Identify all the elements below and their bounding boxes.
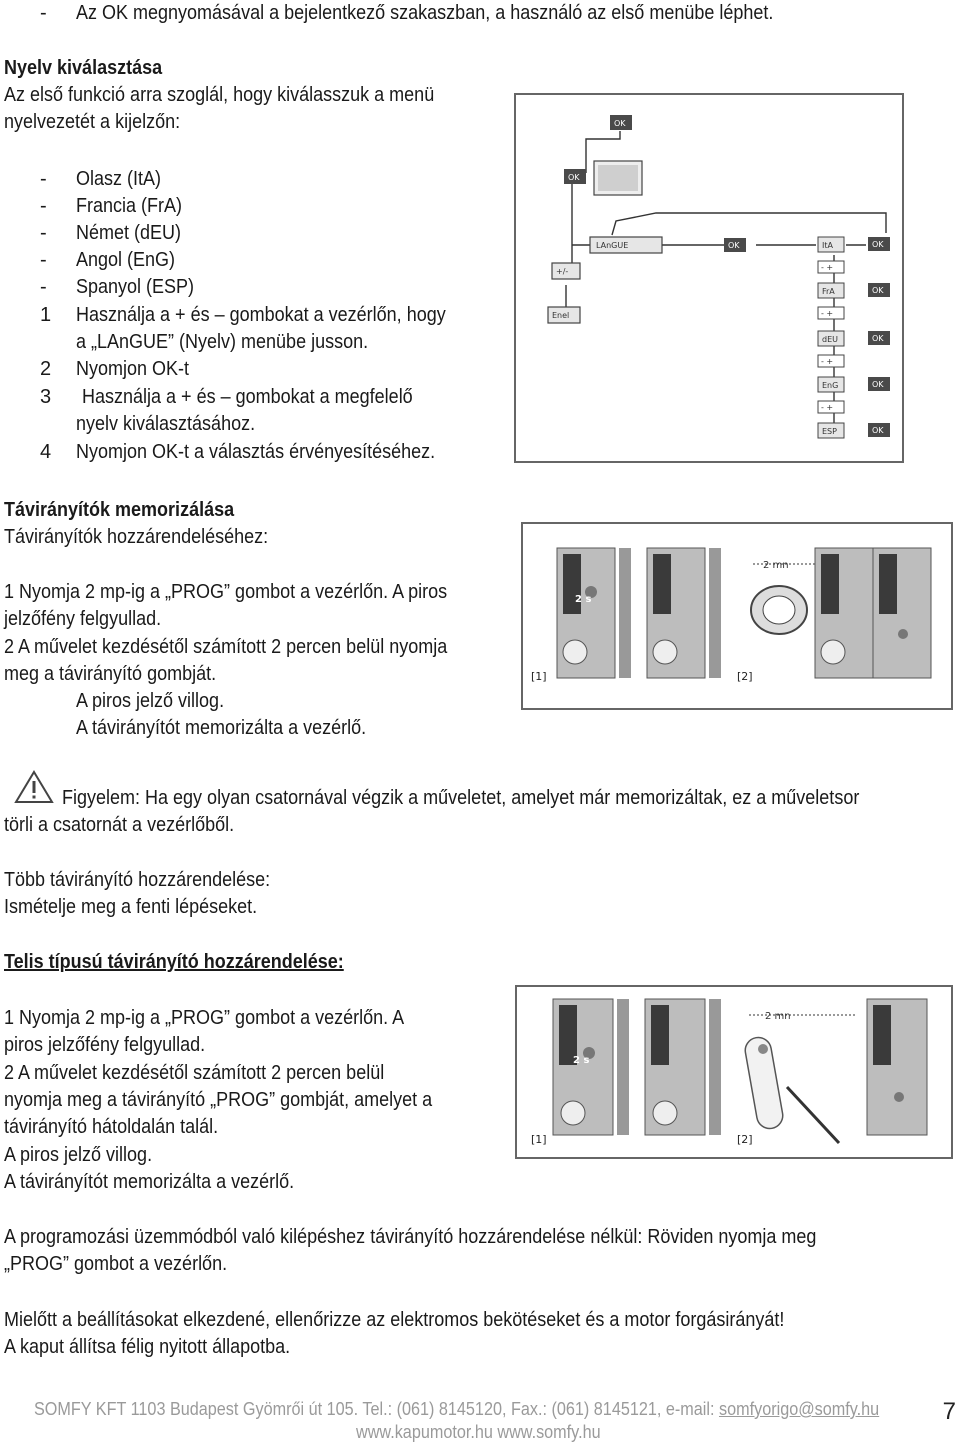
step-tag: [2]	[737, 670, 753, 683]
language-intro-2: nyelvezetét a kijelzőn:	[4, 111, 181, 133]
telis-line: A piros jelző villog.	[4, 1144, 153, 1166]
footer-contact	[34, 1398, 879, 1420]
language-option: Spanyol (ESP)	[76, 276, 195, 298]
ok-label: OK	[872, 380, 884, 389]
bullet-dash: -	[40, 168, 47, 190]
language-intro-1: Az első funkció arra szoglál, hogy kiválasszuk a menü	[4, 84, 435, 106]
exit-line-1: A programozási üzemmódból való kilépéshez távirányító hozzárendelése nélkül: Röviden nyomja meg	[4, 1226, 817, 1248]
bullet-dash: -	[40, 222, 47, 244]
telis-line: A távirányítót memorizálta a vezérlő.	[4, 1171, 295, 1193]
pen-icon	[787, 1087, 839, 1143]
bullet-dash: -	[40, 276, 47, 298]
step-3-text-a: Használja a + és – gombokat a megfelelő	[82, 386, 413, 408]
step-tag: [2]	[737, 1133, 753, 1146]
code-label: EnG	[822, 381, 839, 390]
step-number: 4	[40, 441, 52, 463]
step-number: 1	[40, 304, 52, 326]
before-line-2: A kaput állítsa félig nyitott állapotba.	[4, 1336, 291, 1358]
remote-step-4: A távirányítót memorizálta a vezérlő.	[76, 717, 367, 739]
page-number: 7	[942, 1398, 956, 1425]
bullet-dash: -	[40, 249, 47, 271]
footer-address: SOMFY KFT 1103 Budapest Gyömrői út 105. Tel.: (061) 8145120, Fax.: (061) 8145121, e-mail:	[34, 1399, 719, 1419]
menu-flow-diagram	[516, 95, 902, 461]
telis-line: 1 Nyomja 2 mp-ig a „PROG” gombot a vezérlőn. A	[4, 1007, 405, 1029]
language-option: Olasz (ItA)	[76, 168, 162, 190]
telis-heading: Telis típusú távirányító hozzárendelése:	[4, 951, 344, 973]
controller-board	[557, 548, 631, 678]
telis-line: piros jelzőfény felgyullad.	[4, 1034, 206, 1056]
exit-line-2: „PROG” gombot a vezérlőn.	[4, 1253, 228, 1275]
controller-illustration	[523, 524, 951, 708]
step-number: 2	[40, 358, 52, 380]
telis-illustration	[517, 987, 951, 1157]
step-1-text-a: Használja a + és – gombokat a vezérlőn, hogy	[76, 304, 446, 326]
code-label: FrA	[822, 287, 835, 296]
warning-icon	[14, 770, 54, 804]
telis-line: távirányító hátoldalán talál.	[4, 1116, 219, 1138]
step-tag: [1]	[531, 670, 547, 683]
controller-board	[553, 999, 629, 1135]
code-label: ItA	[822, 241, 833, 250]
step-label: - +	[821, 309, 834, 318]
step-tag: [1]	[531, 1133, 547, 1146]
telis-line: 2 A művelet kezdésétől számított 2 percen belül	[4, 1062, 385, 1084]
remote-step-1a: 1 Nyomja 2 mp-ig a „PROG” gombot a vezérlőn. A piros	[4, 581, 448, 603]
telis-remote-illustration	[743, 1035, 839, 1143]
language-code-list	[818, 237, 890, 438]
remote-heading: Távirányítók memorizálása	[4, 499, 235, 521]
warning-line-1: Figyelem: Ha egy olyan csatornával végzik a műveletet, amelyet már memorizáltak, ez a műveletsor	[62, 787, 860, 809]
controller-board	[647, 548, 721, 678]
controller-board	[645, 999, 721, 1135]
press-duration-label: 2 s	[573, 1055, 590, 1066]
step-label: - +	[821, 357, 834, 366]
remote-step-2b: meg a távirányító gombját.	[4, 663, 217, 685]
remote-control-illustration	[751, 586, 807, 634]
langue-label: LAnGUE	[596, 241, 629, 250]
press-duration-label: 2 s	[575, 594, 592, 605]
remote-memorize-figure	[521, 522, 953, 710]
controller-board	[867, 999, 927, 1135]
telis-memorize-figure	[515, 985, 953, 1159]
ok-label: OK	[872, 240, 884, 249]
step-4-text: Nyomjon OK-t a választás érvényesítéséhez.	[76, 441, 436, 463]
step-2-text: Nyomjon OK-t	[76, 358, 190, 380]
warning-line-2: törli a csatornát a vezérlőből.	[4, 814, 235, 836]
before-line-1: Mielőtt a beállításokat elkezdené, ellenőrizze az elektromos bekötéseket és a motor forgásirányát!	[4, 1309, 785, 1331]
language-option: Angol (EnG)	[76, 249, 176, 271]
bullet-dash: -	[40, 195, 47, 217]
display-content	[598, 165, 638, 191]
remote-step-3: A piros jelző villog.	[76, 690, 225, 712]
step-label: - +	[821, 263, 834, 272]
language-option: Német (dEU)	[76, 222, 182, 244]
multi-remote-line-2: Ismételje meg a fenti lépéseket.	[4, 896, 258, 918]
ok-label: OK	[568, 173, 580, 182]
language-menu-diagram	[514, 93, 904, 463]
entry-label: Enel	[552, 311, 570, 320]
code-label: ESP	[822, 427, 837, 436]
plusminus-label: +/-	[556, 267, 569, 276]
ok-label: OK	[872, 286, 884, 295]
time-label: 2 mn	[763, 560, 789, 571]
language-option: Francia (FrA)	[76, 195, 183, 217]
language-heading: Nyelv kiválasztása	[4, 57, 163, 79]
ok-label: OK	[872, 426, 884, 435]
ok-label: OK	[728, 241, 740, 250]
code-label: dEU	[822, 335, 838, 344]
step-number: 3	[40, 386, 52, 408]
intro-line: Az OK megnyomásával a bejelentkező szakaszban, a használó az első menübe léphet.	[76, 2, 774, 24]
ok-label: OK	[614, 119, 626, 128]
remote-step-1b: jelzőfény felgyullad.	[4, 608, 162, 630]
controller-board	[873, 548, 931, 678]
footer-email-link[interactable]: somfyorigo@somfy.hu	[718, 1399, 880, 1419]
remote-step-2a: 2 A művelet kezdésétől számított 2 percen belül nyomja	[4, 636, 448, 658]
remote-intro: Távirányítók hozzárendeléséhez:	[4, 526, 269, 548]
footer-websites: www.kapumotor.hu www.somfy.hu	[356, 1422, 601, 1442]
multi-remote-line-1: Több távirányító hozzárendelése:	[4, 869, 271, 891]
ok-label: OK	[872, 334, 884, 343]
step-1-text-b: a „LAnGUE” (Nyelv) menübe jusson.	[76, 331, 369, 353]
telis-line: nyomja meg a távirányító „PROG” gombját, amelyet a	[4, 1089, 433, 1111]
step-label: - +	[821, 403, 834, 412]
step-3-text-b: nyelv kiválasztásához.	[76, 413, 256, 435]
bullet-dash: -	[40, 2, 47, 24]
time-label: 2 mn	[765, 1011, 791, 1022]
